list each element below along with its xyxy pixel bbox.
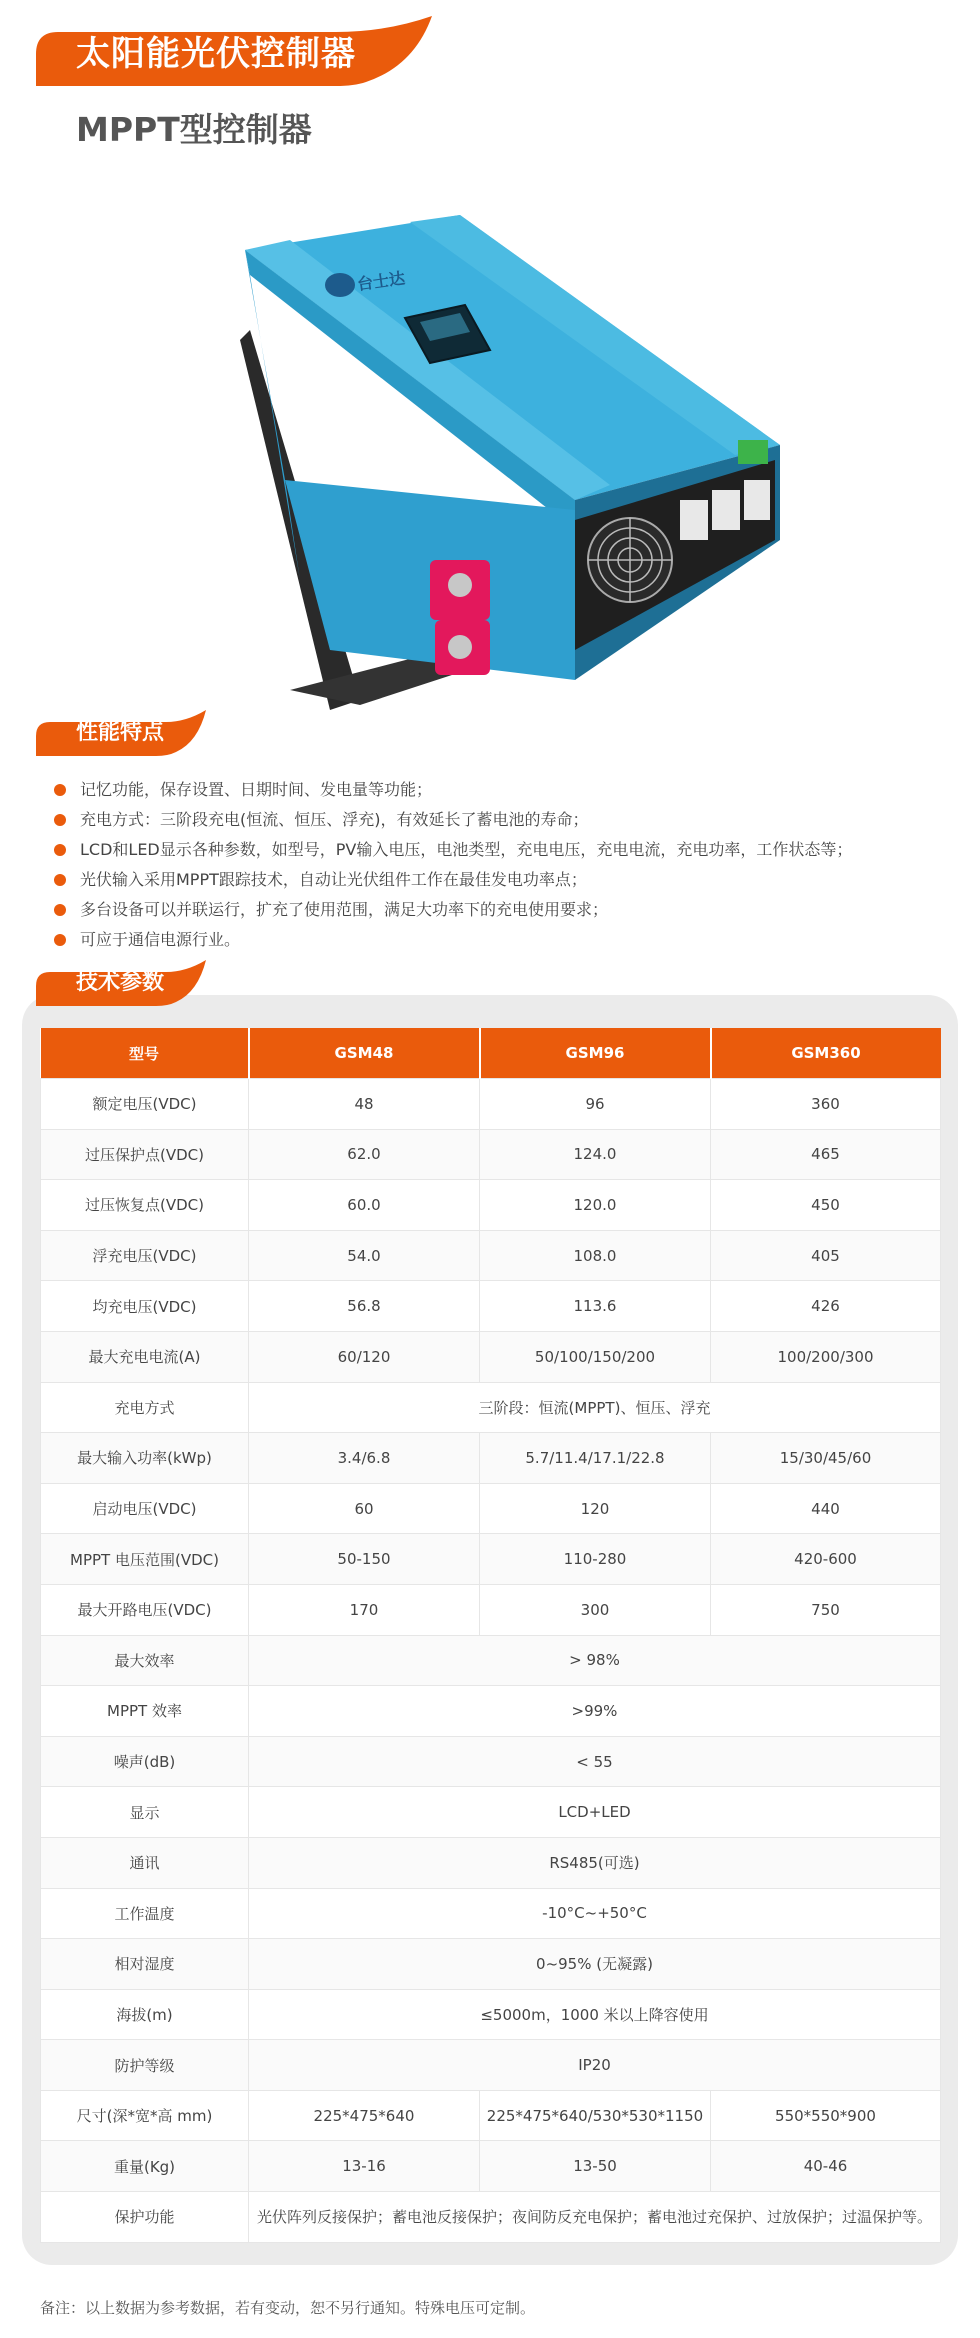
bullet-icon (54, 814, 66, 826)
row-label-cell: 保护功能 (41, 2192, 249, 2243)
table-row (41, 1989, 941, 2040)
table-row (41, 1837, 941, 1888)
value-cell: 124.0 (480, 1129, 711, 1180)
value-cell: > 98% (249, 1635, 941, 1686)
row-label-cell: 通讯 (41, 1837, 249, 1888)
features-title: 性能特点 (76, 720, 165, 745)
value-cell: 56.8 (249, 1281, 480, 1332)
row-label-cell: MPPT 效率 (41, 1686, 249, 1737)
table-row (41, 1686, 941, 1737)
value-cell: 108.0 (480, 1230, 711, 1281)
row-label-cell: 启动电压(VDC) (41, 1483, 249, 1534)
list-item: 光伏输入采用MPPT跟踪技术，自动让光伏组件工作在最佳发电功率点； (52, 865, 852, 895)
value-cell: 360 (711, 1079, 941, 1130)
table-row (41, 1382, 941, 1433)
title-banner (36, 16, 432, 86)
value-cell: 450 (711, 1180, 941, 1231)
value-cell: 0~95% (无凝露) (249, 1939, 941, 1990)
table-row (41, 1129, 941, 1180)
table-row (41, 1888, 941, 1939)
value-cell: 300 (480, 1584, 711, 1635)
table-row (41, 1079, 941, 1130)
table-header-row (41, 1028, 941, 1079)
bullet-icon (54, 844, 66, 856)
table-row (41, 2040, 941, 2091)
value-cell: 120.0 (480, 1180, 711, 1231)
value-cell: 405 (711, 1230, 941, 1281)
value-cell: 113.6 (480, 1281, 711, 1332)
table-row (41, 1736, 941, 1787)
table-row (41, 1180, 941, 1231)
table-row (41, 1939, 941, 1990)
value-cell: 光伏阵列反接保护；蓄电池反接保护；夜间防反充电保护；蓄电池过充保护、过放保护；过温保护等。 (249, 2192, 941, 2243)
row-label-cell: 最大充电电流(A) (41, 1331, 249, 1382)
list-item: 可应于通信电源行业。 (52, 925, 852, 955)
value-cell: 13-16 (249, 2141, 480, 2192)
table-row (41, 1433, 941, 1484)
table-row (41, 1331, 941, 1382)
value-cell: ≤5000m，1000 米以上降容使用 (249, 1989, 941, 2040)
column-header: 型号 (41, 1028, 249, 1079)
breaker-icon (680, 500, 708, 540)
value-cell: 54.0 (249, 1230, 480, 1281)
list-item: 充电方式：三阶段充电(恒流、恒压、浮充)，有效延长了蓄电池的寿命； (52, 805, 852, 835)
table-row (41, 1584, 941, 1635)
value-cell: 13-50 (480, 2141, 711, 2192)
value-cell: 5.7/11.4/17.1/22.8 (480, 1433, 711, 1484)
row-label-cell: 过压恢复点(VDC) (41, 1180, 249, 1231)
specs-title: 技术参数 (76, 970, 165, 995)
row-label-cell: 重量(Kg) (41, 2141, 249, 2192)
row-label-cell: 相对湿度 (41, 1939, 249, 1990)
value-cell: 62.0 (249, 1129, 480, 1180)
specs-section-tag (36, 960, 206, 1006)
value-cell: 50/100/150/200 (480, 1331, 711, 1382)
page-title: 太阳能光伏控制器 (76, 34, 356, 74)
spec-table-body (41, 1079, 941, 2243)
value-cell: 120 (480, 1483, 711, 1534)
row-label-cell: 噪声(dB) (41, 1736, 249, 1787)
row-label-cell: 浮充电压(VDC) (41, 1230, 249, 1281)
value-cell: 550*550*900 (711, 2090, 941, 2141)
product-image (230, 210, 790, 710)
value-cell: LCD+LED (249, 1787, 941, 1838)
row-label-cell: 充电方式 (41, 1382, 249, 1433)
row-label-cell: 最大输入功率(kWp) (41, 1433, 249, 1484)
column-header: GSM96 (480, 1028, 711, 1079)
value-cell: >99% (249, 1686, 941, 1737)
row-label-cell: MPPT 电压范围(VDC) (41, 1534, 249, 1585)
value-cell: 465 (711, 1129, 941, 1180)
value-cell: 48 (249, 1079, 480, 1130)
value-cell: 40-46 (711, 2141, 941, 2192)
value-cell: 3.4/6.8 (249, 1433, 480, 1484)
table-row (41, 1230, 941, 1281)
row-label-cell: 显示 (41, 1787, 249, 1838)
table-row (41, 1787, 941, 1838)
row-label-cell: 过压保护点(VDC) (41, 1129, 249, 1180)
value-cell: < 55 (249, 1736, 941, 1787)
features-list (52, 775, 852, 955)
value-cell: 110-280 (480, 1534, 711, 1585)
value-cell: 750 (711, 1584, 941, 1635)
value-cell: IP20 (249, 2040, 941, 2091)
value-cell: 440 (711, 1483, 941, 1534)
column-header: GSM360 (711, 1028, 941, 1079)
value-cell: 60/120 (249, 1331, 480, 1382)
table-row (41, 2192, 941, 2243)
row-label-cell: 工作温度 (41, 1888, 249, 1939)
value-cell: 50-150 (249, 1534, 480, 1585)
row-label-cell: 最大效率 (41, 1635, 249, 1686)
footer-note: 备注：以上数据为参考数据，若有变动，恕不另行通知。特殊电压可定制。 (40, 2299, 536, 2317)
column-header: GSM48 (249, 1028, 480, 1079)
value-cell: 100/200/300 (711, 1331, 941, 1382)
row-label-cell: 防护等级 (41, 2040, 249, 2091)
bullet-icon (54, 904, 66, 916)
value-cell: 60 (249, 1483, 480, 1534)
value-cell: 426 (711, 1281, 941, 1332)
page-subtitle: MPPT型控制器 (76, 110, 312, 149)
features-section-tag (36, 710, 206, 756)
row-label-cell: 海拔(m) (41, 1989, 249, 2040)
value-cell: 三阶段：恒流(MPPT)、恒压、浮充 (249, 1382, 941, 1433)
value-cell: 15/30/45/60 (711, 1433, 941, 1484)
value-cell: 225*475*640 (249, 2090, 480, 2141)
row-label-cell: 最大开路电压(VDC) (41, 1584, 249, 1635)
row-label-cell: 尺寸(深*宽*高 mm) (41, 2090, 249, 2141)
red-terminals-icon (430, 560, 490, 675)
svg-text:台士达: 台士达 (355, 268, 407, 294)
fan-icon (588, 518, 672, 602)
bullet-icon (54, 874, 66, 886)
table-row (41, 2090, 941, 2141)
value-cell: 96 (480, 1079, 711, 1130)
table-row (41, 1534, 941, 1585)
value-cell: 60.0 (249, 1180, 480, 1231)
bullet-icon (54, 934, 66, 946)
row-label-cell: 均充电压(VDC) (41, 1281, 249, 1332)
value-cell: -10°C~+50°C (249, 1888, 941, 1939)
value-cell: 420-600 (711, 1534, 941, 1585)
list-item: 记忆功能，保存设置、日期时间、发电量等功能； (52, 775, 852, 805)
spec-table (40, 1028, 941, 2243)
terminal-block-icon (738, 440, 768, 464)
table-row (41, 1483, 941, 1534)
bullet-icon (54, 784, 66, 796)
row-label-cell: 额定电压(VDC) (41, 1079, 249, 1130)
value-cell: 225*475*640/530*530*1150 (480, 2090, 711, 2141)
value-cell: RS485(可选) (249, 1837, 941, 1888)
list-item: 多台设备可以并联运行，扩充了使用范围，满足大功率下的充电使用要求； (52, 895, 852, 925)
table-row (41, 1281, 941, 1332)
table-row (41, 1635, 941, 1686)
list-item: LCD和LED显示各种参数，如型号，PV输入电压，电池类型，充电电压，充电电流，充电功率，工作状态等； (52, 835, 852, 865)
value-cell: 170 (249, 1584, 480, 1635)
table-row (41, 2141, 941, 2192)
